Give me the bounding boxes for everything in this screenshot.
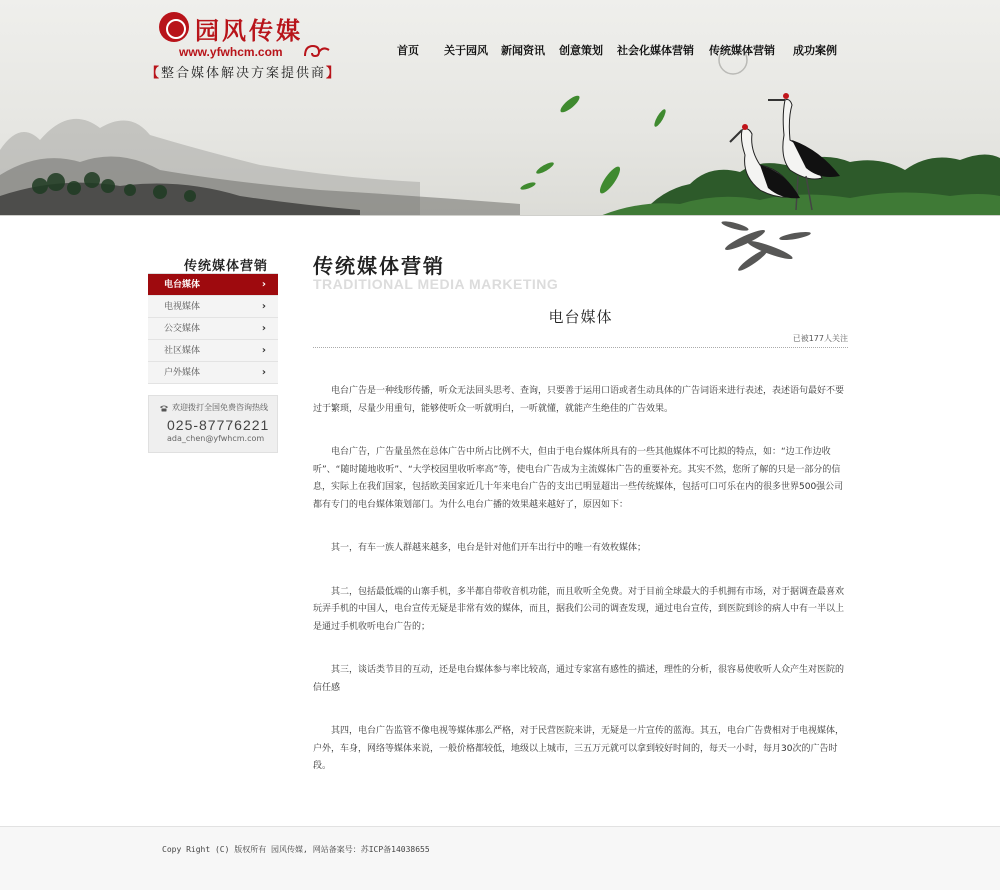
article-paragraph: 其三，谈话类节目的互动，还是电台媒体参与率比较高，通过专家富有感性的描述，理性的分析，很容易使收听人众产生对医院的信任感 [313,665,845,693]
nav-item-social-media[interactable]: 社会化媒体营销 [617,44,694,57]
sidebar-item-label: 社区媒体 [164,346,201,356]
article-paragraph: 其二，包括最低端的山寨手机，多半都自带收音机功能，而且收听全免费。对于目前全球最大的手机拥有市场，对于据调查最喜欢玩弄手机的中国人，电台宣传无疑是非常有效的媒体，而且，据我们公司的调查发现，通过电台宣传，到医院到诊的病人中有一半以上是通过手机收听电台广告的； [313,586,845,632]
cloud-swirl-icon [303,42,331,60]
slogan-text: 整合媒体解决方案提供商 [161,66,327,81]
slogan-open-bracket: 【 [146,66,162,81]
sidebar-item-radio-media[interactable] [148,274,278,296]
article-paragraph: 电台广告，广告量虽然在总体广告中所占比例不大，但由于电台媒体所具有的一些其他媒体不可比拟的特点，如：“边工作边收听”、“随时随地收听”、“大学校园里收听率高”等，使电台广告成为主流媒体广告的重要补充。其实不然，您所了解的只是一部分的信息，实际上在我们国家，包括欧美国家近几十年来电台广告的支出已明显超出一些传统媒体，包括可口可乐在内的很多世界500强公司都有专门的电台媒体策划部门。为什么电台广播的效果越来越好了，原因如下： [313,447,844,510]
sidebar-item-tv-media[interactable] [148,296,278,318]
brand-slogan [146,62,341,81]
hotline-box [148,395,278,453]
chevron-right-icon: › [261,367,266,378]
sidebar-item-label: 公交媒体 [164,324,201,334]
chevron-right-icon: › [261,279,266,290]
article-paragraph: 其一，有车一族人群越来越多，电台是针对他们开车出行中的唯一有效枚媒体； [331,543,647,553]
brand-url: www.yfwhcm.com [179,45,283,59]
sidebar-item-outdoor-media[interactable] [148,362,278,384]
view-count: 已被177人关注 [313,333,848,348]
copyright-text: Copy Right (C) 版权所有 园风传媒, 网站备案号：苏ICP备14038655 [162,845,430,854]
hotline-email[interactable]: ada_chen@yfwhcm.com [167,434,265,443]
hotline-label: 欢迎拨打全国免费咨询热线 [172,403,268,412]
sidebar-item-community-media[interactable] [148,340,278,362]
logo-seal-icon [159,12,189,42]
nav-item-home[interactable]: 首页 [397,44,419,57]
ink-landscape-banner [0,0,1000,216]
nav-item-news[interactable]: 新闻资讯 [501,44,545,57]
phone-icon [159,404,169,412]
nav-item-traditional-media[interactable]: 传统媒体营销 [709,44,775,57]
sidebar-item-bus-media[interactable] [148,318,278,340]
chevron-right-icon: › [261,345,266,356]
article-paragraph: 其四，电台广告监管不像电视等媒体那么严格，对于民营医院来讲，无疑是一片宣传的蓝海。其五，电台广告费相对于电视媒体，户外，车身，网络等媒体来说，一般价格都较低，地级以上城市，三五万元就可以拿到较好时间的，每天一小时，每月30次的广告时段。 [313,726,845,771]
sidebar-item-label: 电台媒体 [164,280,201,290]
brand-logo[interactable] [146,8,342,81]
main-content [313,250,848,802]
brand-name: 园风传媒 [195,16,303,45]
site-header [0,0,1000,216]
sidebar-title: 传统媒体营销 [183,259,268,274]
article-body [313,383,848,776]
chevron-right-icon: › [261,301,266,312]
nav-item-cases[interactable]: 成功案例 [793,44,837,57]
article-paragraph: 电台广告是一种线形传播，听众无法回头思考、查询，只要善于运用口语或者生动具体的广告词语来进行表述，表述语句最好不要过于繁琐，尽量少用重句，能够使听众一听就明白，一听就懂，就能产生绝佳的广告效果。 [313,386,845,414]
section-subtitle: TRADITIONAL MEDIA MARKETING [313,276,559,292]
chevron-right-icon: › [261,323,266,334]
nav-item-about[interactable]: 关于园风 [444,44,488,57]
hotline-number: 025-87776221 [167,417,270,433]
sidebar-menu [148,273,278,384]
nav-item-creative[interactable]: 创意策划 [559,44,603,57]
section-title: 传统媒体营销 [313,254,445,278]
sidebar-item-label: 电视媒体 [164,302,201,312]
article-title: 电台媒体 [548,308,613,326]
sidebar [148,255,278,453]
main-nav [388,42,837,58]
slogan-close-bracket: 】 [326,66,342,81]
site-footer [0,826,1000,890]
sidebar-item-label: 户外媒体 [164,368,201,378]
